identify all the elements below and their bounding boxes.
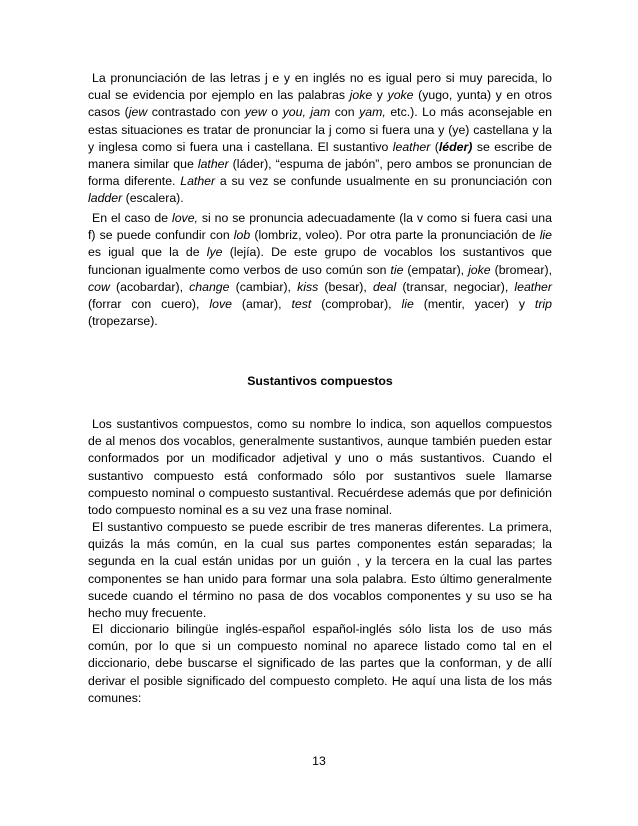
italic-term: lie bbox=[539, 228, 552, 243]
paragraph-text: El sustantivo compuesto se puede escribir de tres maneras diferentes. La primera, quizás la más común, en la cual sus partes componentes están separadas; la segunda en la cual están unidas por un guión , y la tercera en la cual las partes componentes se han unido para formar una sola palabra. Esto último generalmente sucede cuando el término no pasa de dos vocablos componentes y su uso se ha hecho muy frecuente. bbox=[88, 520, 552, 621]
paragraph-love-lob bbox=[88, 210, 552, 330]
italic-term: yam, bbox=[359, 105, 386, 120]
paragraph-compound-forms bbox=[88, 519, 552, 622]
italic-term: ladder bbox=[88, 191, 123, 206]
italic-term: Lather bbox=[180, 174, 216, 189]
italic-term: leather bbox=[514, 279, 552, 294]
paragraph-dictionary bbox=[88, 621, 552, 707]
paragraph-pronunciation bbox=[88, 70, 552, 208]
italic-term: jew bbox=[128, 105, 148, 120]
paragraph-text: El diccionario bilingüe inglés-español español-inglés sólo lista los de uso más común, por lo que si un compuesto nominal no aparece listado como tal en el diccionario, debe buscarse el significado de las partes que la conforman, y de allí derivar el posible significado del compuesto completo. He aquí una lista de los más comunes: bbox=[88, 622, 552, 705]
italic-term: love, bbox=[171, 211, 198, 225]
paragraph-compound-definition bbox=[88, 416, 552, 519]
page-number: 13 bbox=[312, 754, 326, 768]
italic-term: yoke bbox=[387, 88, 414, 103]
italic-term: trip bbox=[534, 297, 553, 312]
paragraph-text: La pronunciación de las letras j e y en inglés no es igual pero si muy parecida, lo cual se evidencia por ejemplo en las palabras joke y yoke (yugo, yunta) y en otros casos (jew contrastado con yew o you, jam con yam, etc.). Lo más aconsejable en estas situaciones es tratar de pronunciar la j como si fuera una y (ye) castellana y la y inglesa como si fuera una i castellana. El sustantivo leather (léder) se escribe de manera similar que lather (láder), “espuma de jabón”, pero ambos se pronuncian de forma diferente. Lather a su vez se confunde usualmente en su pronunciación con ladder (escalera). bbox=[88, 71, 553, 206]
paragraph-text: Los sustantivos compuestos, como su nombre lo indica, son aquellos compuestos de al menos dos vocablos, generalmente sustantivos, aunque también pueden estar conformados por un modificador adjetival y uno o más sustantivos. Cuando el sustantivo compuesto está conformado sólo por sustantivos suele llamarse compuesto nominal o compuesto sustantival. Recuérdese además que por definición todo compuesto nominal es a su vez una frase nominal. bbox=[88, 417, 552, 518]
italic-term: tie bbox=[390, 262, 404, 277]
italic-term: kiss bbox=[297, 279, 319, 294]
italic-term: lie bbox=[401, 297, 414, 312]
italic-term: cow bbox=[88, 279, 110, 294]
italic-term: lather bbox=[197, 157, 229, 172]
italic-term: you, jam bbox=[282, 105, 331, 120]
italic-term: léder) bbox=[438, 139, 473, 154]
italic-term: test bbox=[291, 297, 312, 312]
italic-term: leather bbox=[392, 139, 431, 154]
italic-term: change bbox=[189, 279, 230, 294]
italic-term: deal bbox=[372, 279, 397, 294]
italic-term: joke bbox=[468, 262, 491, 277]
italic-term: love bbox=[209, 297, 232, 312]
section-heading: Sustantivos compuestos bbox=[247, 374, 393, 388]
paragraph-text: En el caso de love, si no se pronuncia adecuadamente (la v como si fuera casi una f) se puede confundir con lob (lombriz, voleo). Por otra parte la pronunciación de lie es igual que la de lye (lejía). De este grupo de vocablos los sustantivos que funcionan igualmente como verbos de uso común son tie (empatar), joke (bromear), cow (acobardar), change (cambiar), kiss (besar), deal (transar, negociar), leather (forrar con cuero), love (amar), test (comprobar), lie (mentir, yacer) y trip (tropezarse). bbox=[88, 211, 553, 329]
italic-term: lob bbox=[233, 228, 251, 243]
italic-term: yew bbox=[244, 105, 267, 120]
italic-term: lye bbox=[206, 245, 223, 260]
italic-term: joke bbox=[349, 88, 373, 103]
